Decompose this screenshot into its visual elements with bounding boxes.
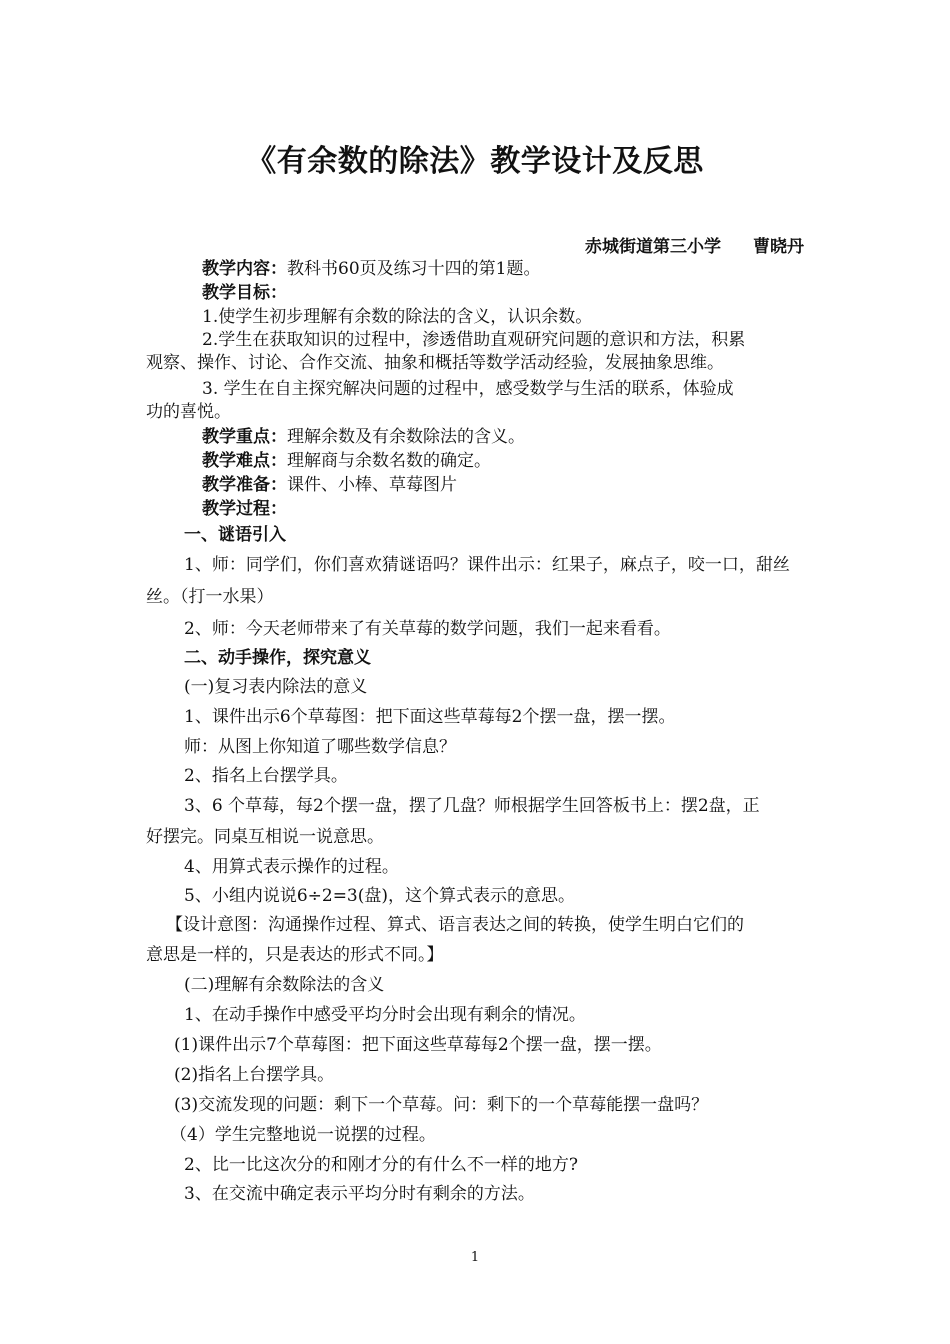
difficulty-line: [202, 450, 491, 472]
section-1-para-2: 2、师：今天老师带来了有关草莓的数学问题，我们一起来看看。: [184, 619, 671, 639]
goal-2-line-1: 2.学生在获取知识的过程中，渗透借助直观研究问题的意识和方法，积累: [202, 330, 746, 350]
content-line: [202, 258, 540, 280]
section-2-item-5: 4、用算式表示操作的过程。: [184, 857, 399, 877]
difficulty-text: 理解商与余数名数的确定。: [287, 451, 491, 471]
author-name: 曹晓丹: [753, 237, 804, 257]
key-point-text: 理解余数及有余数除法的含义。: [287, 427, 525, 447]
section-2-heading: 二、动手操作，探究意义: [184, 648, 371, 668]
process-label: 教学过程：: [202, 499, 287, 519]
section-2-sub2-item-1-4: （4）学生完整地说一说摆的过程。: [170, 1125, 436, 1145]
key-point-line: [202, 426, 525, 448]
section-2-item-4-line-1: 3、6 个草莓，每2个摆一盘，摆了几盘？师根据学生回答板书上：摆2盘，正: [184, 796, 760, 816]
section-2-subheading-1: (一)复习表内除法的意义: [184, 677, 368, 697]
section-2-sub2-item-1-1: (1)课件出示7个草莓图：把下面这些草莓每2个摆一盘，摆一摆。: [174, 1035, 662, 1055]
goal-2-line-2: 观察、操作、讨论、合作交流、抽象和概括等数学活动经验，发展抽象思维。: [146, 353, 724, 373]
page-number: 1: [470, 1250, 480, 1265]
section-2-item-2: 师：从图上你知道了哪些数学信息？: [184, 737, 456, 757]
content-text: 教科书60页及练习十四的第1题。: [287, 259, 541, 279]
author-school: 赤城街道第三小学: [585, 237, 721, 257]
content-label: 教学内容：: [202, 259, 287, 279]
preparation-label: 教学准备：: [202, 475, 287, 495]
goal-3-line-2: 功的喜悦。: [146, 402, 231, 422]
preparation-text: 课件、小棒、草莓图片: [287, 475, 457, 495]
section-2-sub2-item-1: 1、在动手操作中感受平均分时会出现有剩余的情况。: [184, 1005, 586, 1025]
section-2-sub2-item-3: 3、在交流中确定表示平均分时有剩余的方法。: [184, 1184, 535, 1204]
design-intent-line-2: 意思是一样的，只是表达的形式不同。】: [146, 945, 444, 965]
section-1-para-1-line-2: 丝。（打一水果）: [146, 587, 274, 607]
section-2-item-1: 1、课件出示6个草莓图：把下面这些草莓每2个摆一盘，摆一摆。: [184, 707, 676, 727]
goal-3-line-1: 3. 学生在自主探究解决问题的过程中，感受数学与生活的联系，体验成: [202, 379, 734, 399]
key-point-label: 教学重点：: [202, 427, 287, 447]
goal-1: 1.使学生初步理解有余数的除法的含义，认识余数。: [202, 307, 593, 327]
section-2-subheading-2: (二)理解有余数除法的含义: [184, 975, 385, 995]
section-1-heading: 一、谜语引入: [184, 525, 286, 545]
section-2-sub2-item-1-2: (2)指名上台摆学具。: [174, 1065, 335, 1085]
design-intent-line-1: 【设计意图：沟通操作过程、算式、语言表达之间的转换，使学生明白它们的: [166, 915, 744, 935]
goals-label: 教学目标：: [202, 283, 287, 303]
document-title: 《有余数的除法》教学设计及反思: [246, 144, 704, 179]
section-2-item-3: 2、指名上台摆学具。: [184, 766, 348, 786]
section-2-sub2-item-1-3: (3)交流发现的问题：剩下一个草莓。问：剩下的一个草莓能摆一盘吗？: [174, 1095, 709, 1115]
section-2-item-6: 5、小组内说说6÷2=3(盘)，这个算式表示的意思。: [184, 886, 576, 906]
difficulty-label: 教学难点：: [202, 451, 287, 471]
preparation-line: [202, 474, 457, 496]
section-2-sub2-item-2: 2、比一比这次分的和刚才分的有什么不一样的地方?: [184, 1155, 578, 1175]
author-line: [585, 232, 804, 257]
section-1-para-1-line-1: 1、师：同学们，你们喜欢猜谜语吗？课件出示：红果子，麻点子，咬一口，甜丝: [184, 555, 790, 575]
section-2-item-4-line-2: 好摆完。同桌互相说一说意思。: [146, 827, 384, 847]
